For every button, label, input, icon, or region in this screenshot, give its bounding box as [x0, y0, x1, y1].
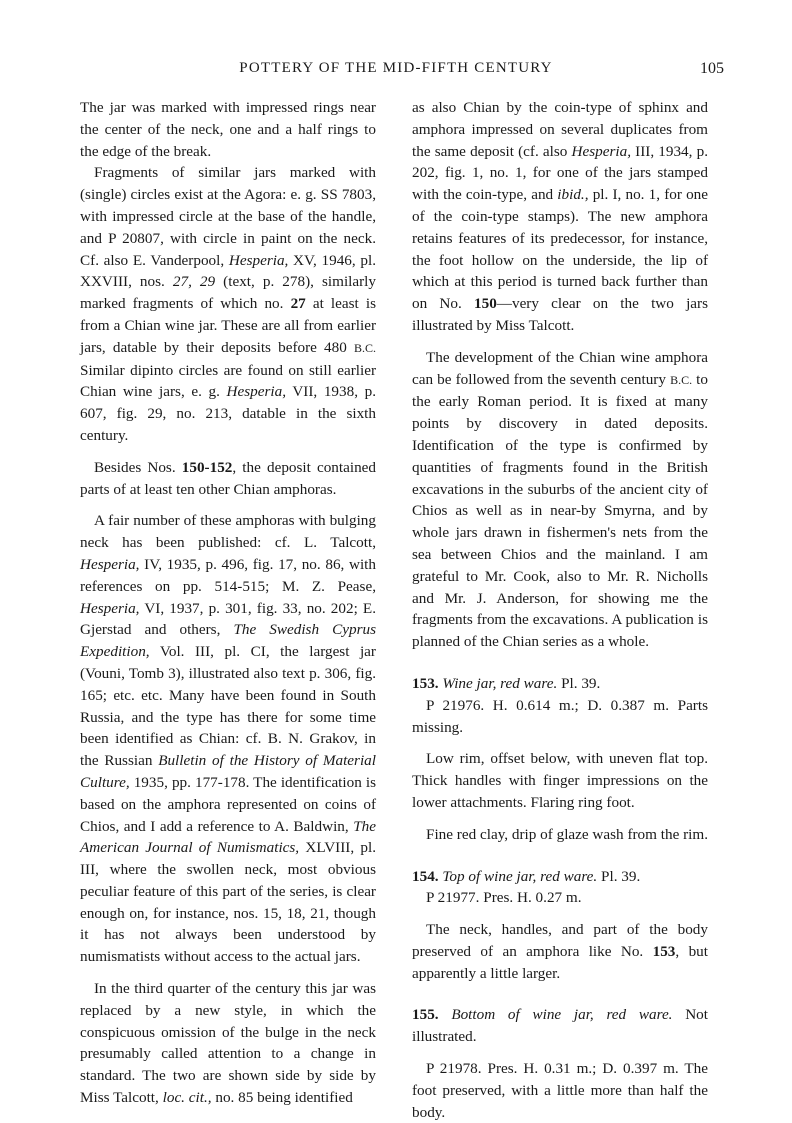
spacer: [412, 846, 708, 866]
catalogue-entry-heading: 155. Bottom of wine jar, red ware. Not illustrated.: [412, 1006, 708, 1046]
right-column: [412, 97, 708, 1123]
paragraph: The development of the Chian wine amphora can be followed from the seventh century B.C. to the early Roman period. It is fixed at many points by discovery in dated deposits. Identification of the type is confirmed by quantities of fragments found in the British excavations in the suburbs of the ancient city of Chios as well as in near-by Smyrna, and by whole jars drawn in fishermen's nets from the sea between Chios and the mainland. I am grateful to Mr. Cook, also to Mr. R. Nicholls and Mr. J. Anderson, for showing me the fragments from the excavations. A publication is planned of the Chian series as a whole.: [412, 348, 708, 651]
spacer: [412, 984, 708, 1004]
paragraph: A fair number of these amphoras with bulging neck has been published: cf. L. Talcott, Hesperia, IV, 1935, p. 496, fig. 17, no. 86, with references on pp. 514-515; M. Z. Pease, Hesperia, VI, 1937, p. 301, fig. 33, no. 202; E. Gjerstad and others, The Swedish Cyprus Expedition, Vol. III, pl. CI, the largest jar (Vouni, Tomb 3), illustrated also text p. 306, fig. 165; etc. etc. Many have been found in South Russia, and the type has there for some time been identified as Chian: cf. B. N. Grakov, in the Russian Bulletin of the History of Material Culture, 1935, pp. 177-178. The identification is based on the amphora represented on coins of Chios, and I add a reference to A. Baldwin, The American Journal of Numismatics, XLVIII, pl. III, where the swollen neck, most obvious peculiar feature of this part of the series, is clear enough on, for instance, nos. 15, 18, 21, though it has not always been understood by numismatists without access to the actual jars.: [80, 512, 376, 966]
paragraph: as also Chian by the coin-type of sphinx and amphora impressed on several duplicates from the same deposit (cf. also Hesperia, III, 1934, p. 202, fig. 1, no. 1, for one of the jars stamped with the coin-type, and ibid., pl. I, no. 1, for one of the coin-type stamps). The new amphora retains features of its predecessor, for instance, the foot hollow on the underside, the lip of which at this period is turned back further than on No. 150—very clear on the two jars illustrated by Miss Talcott.: [412, 99, 709, 334]
spacer: [412, 337, 708, 347]
spacer: [412, 814, 708, 824]
spacer: [80, 968, 376, 978]
paragraph: The jar was marked with impressed rings near the center of the neck, one and a half rings to the edge of the break.: [80, 99, 376, 160]
paragraph: Besides Nos. 150-152, the deposit contained parts of at least ten other Chian amphoras.: [80, 458, 377, 498]
catalogue-entry-heading: 154. Top of wine jar, red ware. Pl. 39.: [412, 867, 641, 885]
spacer: [412, 738, 708, 748]
catalogue-dimensions: P 21977. Pres. H. 0.27 m.: [426, 889, 582, 907]
left-column: [80, 97, 376, 1109]
spacer: [80, 500, 376, 510]
paragraph: In the third quarter of the century this jar was replaced by a new style, in which the conspicuous omission of the bulge in the neck presumably called attention to a change in standard. The two are shown side by side by Miss Talcott, loc. cit., no. 85 being identified: [80, 980, 376, 1107]
spacer: [412, 1048, 708, 1058]
page-number: 105: [700, 60, 724, 77]
spacer: [412, 909, 708, 919]
catalogue-dimensions: P 21976. H. 0.614 m.; D. 0.387 m. Parts missing.: [412, 696, 708, 736]
running-head: POTTERY OF THE MID-FIFTH CENTURY: [239, 60, 553, 76]
spacer: [80, 447, 376, 457]
spacer: [412, 653, 708, 673]
catalogue-dimensions: P 21978. Pres. H. 0.31 m.; D. 0.397 m. The foot preserved, with a little more than half the body.: [412, 1060, 708, 1121]
paragraph: Fragments of similar jars marked with (single) circles exist at the Agora: e. g. SS 7803, with impressed circle at the base of the handle, and P 20807, with circle in paint on the neck. Cf. also E. Vanderpool, Hesperia, XV, 1946, pl. XXVIII, nos. 27, 29 (text, p. 278), similarly marked fragments of which no. 27 at least is from a Chian wine jar. These are all from earlier jars, datable by their deposits before 480 B.C. Similar dipinto circles are found on still earlier Chian wine jars, e. g. Hesperia, VII, 1938, p. 607, fig. 29, no. 213, datable in the sixth century.: [80, 164, 376, 444]
catalogue-entry-heading: 153. Wine jar, red ware. Pl. 39.: [412, 674, 601, 692]
catalogue-description: Fine red clay, drip of glaze wash from the rim.: [426, 825, 708, 843]
catalogue-description: Low rim, offset below, with uneven flat top. Thick handles with finger impressions on the lower attachments. Flaring ring foot.: [412, 750, 708, 811]
catalogue-description: The neck, handles, and part of the body preserved of an amphora like No. 153, but apparently a little larger.: [412, 921, 708, 982]
